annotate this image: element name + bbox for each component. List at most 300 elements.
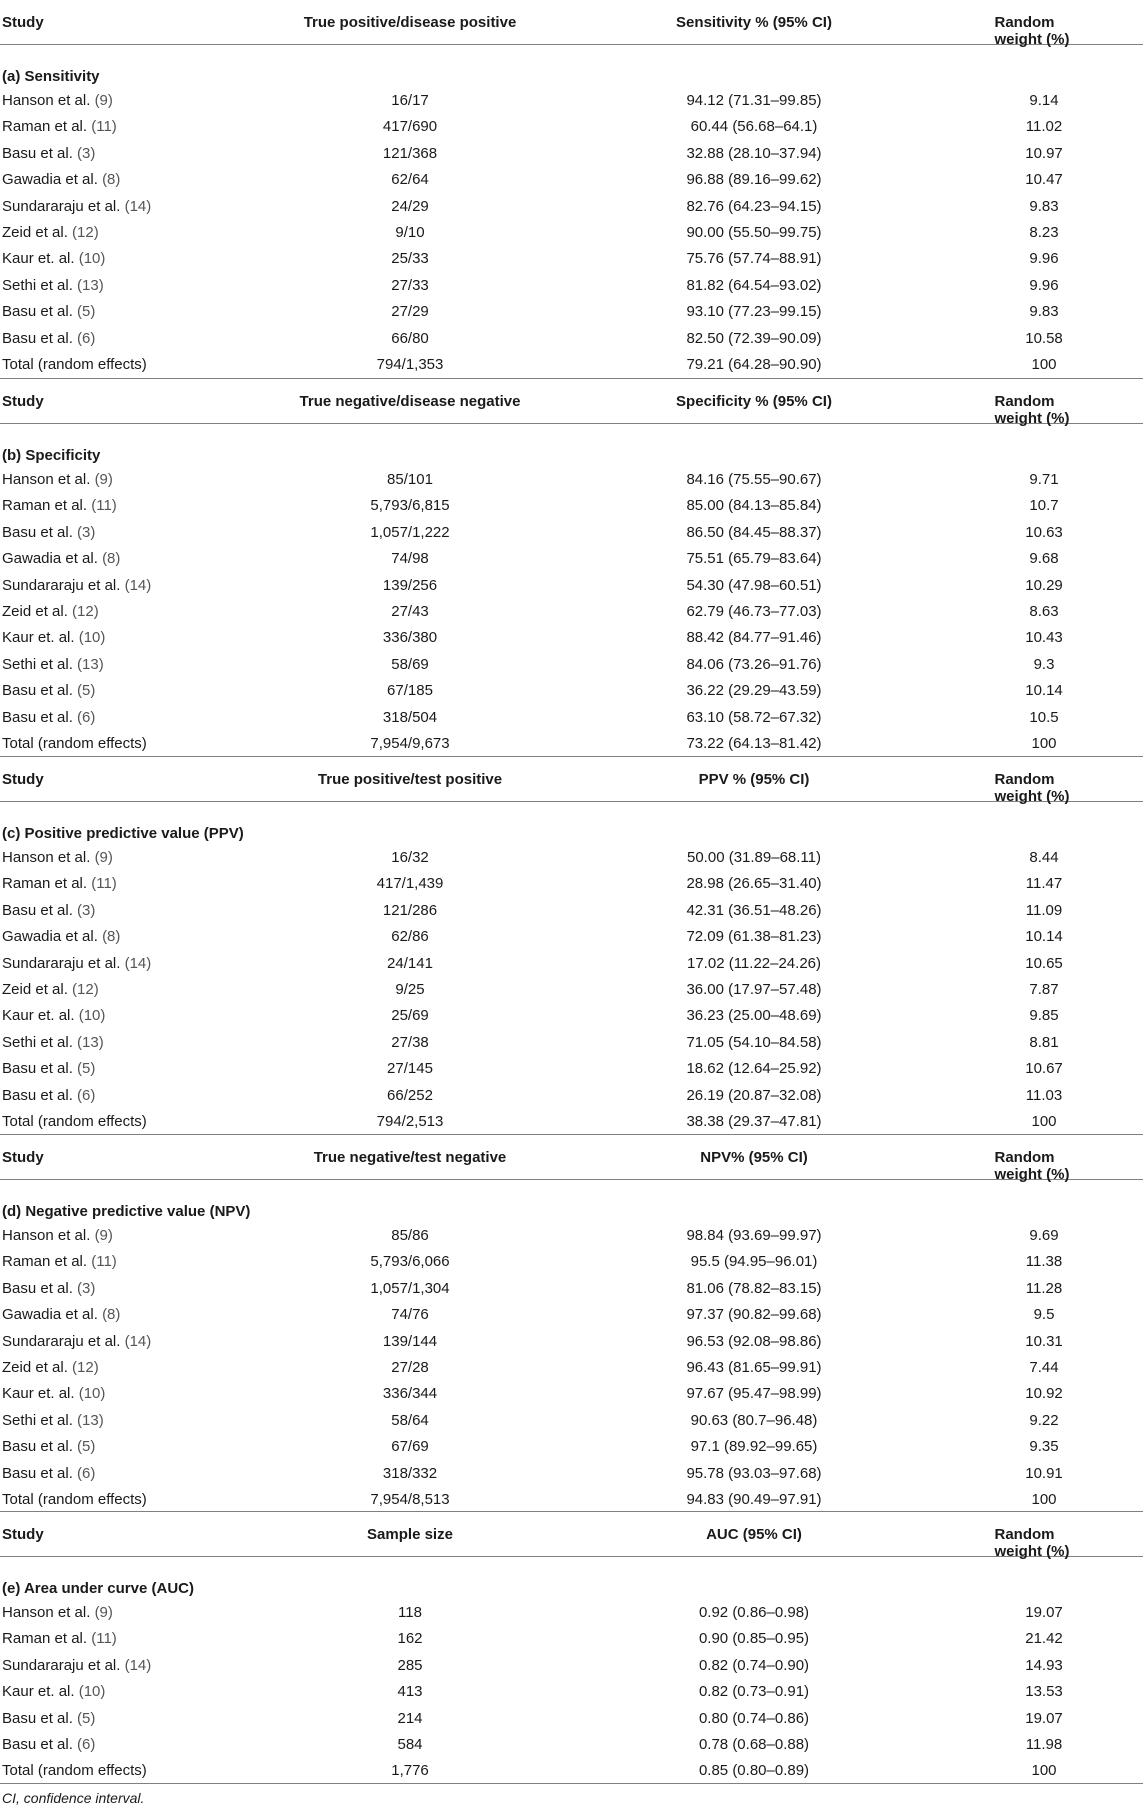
section-npv	[0, 1134, 1143, 1514]
table-row	[0, 1627, 1143, 1653]
estimate-cell: 96.88 (89.16–99.62)	[686, 171, 822, 189]
study-cell	[2, 1359, 99, 1376]
study-reference: (12)	[72, 602, 99, 620]
study-cell	[2, 1491, 147, 1508]
table-row	[0, 1601, 1143, 1627]
estimate-cell: 81.82 (64.54–93.02)	[686, 276, 822, 294]
study-cell	[2, 1710, 95, 1727]
study-reference: (13)	[77, 1033, 104, 1051]
study-name: Basu et al.	[2, 682, 78, 700]
study-reference: (11)	[91, 118, 117, 136]
study-name: Kaur et. al.	[2, 629, 79, 647]
study-name: Kaur et. al.	[2, 250, 79, 268]
estimate-cell: 82.76 (64.23–94.15)	[686, 197, 822, 215]
table-row	[0, 1303, 1143, 1329]
estimate-cell: 50.00 (31.89–68.11)	[687, 849, 821, 866]
study-cell	[2, 1630, 117, 1647]
estimate-cell: 0.90 (0.85–0.95)	[698, 1630, 810, 1648]
weight-cell: 100	[1031, 1490, 1057, 1508]
study-name: Total (random effects)	[2, 355, 147, 373]
section-ppv	[0, 756, 1143, 1136]
table-row	[0, 142, 1143, 168]
ratio-cell: 162	[397, 1630, 423, 1648]
table-row	[0, 846, 1143, 872]
study-name: Basu et al.	[2, 708, 78, 726]
study-name: Basu et al.	[2, 523, 78, 541]
estimate-cell: 93.10 (77.23–99.15)	[686, 303, 822, 321]
study-cell	[2, 1438, 95, 1455]
study-reference: (11)	[91, 875, 117, 893]
ratio-cell: 1,057/1,222	[370, 523, 450, 541]
study-name: Basu et al.	[2, 901, 78, 919]
header-weight: Random weight (%)	[994, 14, 1070, 48]
weight-cell: 9.96	[1029, 276, 1059, 294]
ratio-cell: 1,057/1,304	[370, 1279, 450, 1297]
weight-cell: 100	[1031, 1762, 1057, 1780]
ratio-cell: 1,776	[391, 1762, 429, 1780]
ratio-cell: 62/64	[391, 171, 429, 189]
study-reference: (9)	[94, 1604, 113, 1621]
study-reference: (6)	[77, 1086, 96, 1104]
study-name: Basu et al.	[2, 1709, 78, 1727]
weight-cell: 7.87	[1029, 980, 1059, 998]
study-name: Raman et al.	[2, 118, 92, 136]
header-ratio: True negative/disease negative	[299, 393, 521, 410]
ratio-cell: 58/64	[391, 1411, 429, 1429]
estimate-cell: 94.12 (71.31–99.85)	[686, 92, 822, 109]
section-title	[0, 45, 1143, 89]
ratio-cell: 66/80	[391, 329, 429, 347]
study-cell	[2, 1657, 151, 1674]
study-cell	[2, 1683, 105, 1700]
table-row	[0, 1110, 1143, 1136]
table-row	[0, 952, 1143, 978]
table-row	[0, 468, 1143, 494]
estimate-cell: 86.50 (84.45–88.37)	[686, 523, 822, 541]
study-name: Sundararaju et al.	[2, 1656, 125, 1674]
ratio-cell: 7,954/8,513	[370, 1490, 450, 1508]
header-ratio: True positive/test positive	[317, 771, 503, 788]
estimate-cell: 71.05 (54.10–84.58)	[686, 1033, 822, 1051]
study-reference: (3)	[77, 523, 96, 541]
study-cell	[2, 198, 151, 215]
estimate-cell: 54.30 (47.98–60.51)	[686, 576, 822, 594]
estimate-cell: 75.76 (57.74–88.91)	[686, 250, 822, 268]
study-cell	[2, 524, 95, 541]
study-cell	[2, 1227, 113, 1244]
estimate-cell: 90.63 (80.7–96.48)	[690, 1411, 818, 1429]
estimate-cell: 90.00 (55.50–99.75)	[686, 223, 822, 241]
study-cell	[2, 171, 120, 188]
study-reference: (5)	[77, 1060, 96, 1078]
ratio-cell: 85/101	[387, 471, 433, 488]
study-reference: (12)	[72, 980, 99, 998]
weight-cell: 10.31	[1025, 1332, 1063, 1350]
table-row	[0, 327, 1143, 353]
study-cell	[2, 1465, 95, 1482]
study-reference: (8)	[102, 1306, 121, 1324]
study-cell	[2, 356, 147, 373]
table-row	[0, 1409, 1143, 1435]
estimate-cell: 18.62 (12.64–25.92)	[686, 1060, 822, 1078]
weight-cell: 9.14	[1029, 92, 1059, 109]
estimate-cell: 95.5 (94.95–96.01)	[690, 1253, 818, 1271]
study-reference: (3)	[77, 144, 96, 162]
weight-cell: 8.63	[1029, 602, 1059, 620]
table-row	[0, 679, 1143, 705]
study-name: Basu et al.	[2, 329, 78, 347]
study-name: Gawadia et al.	[2, 171, 103, 189]
header-estimate: Sensitivity % (95% CI)	[676, 14, 832, 31]
table-row	[0, 115, 1143, 141]
ratio-cell: 27/28	[391, 1358, 429, 1376]
study-cell	[2, 709, 95, 726]
ratio-cell: 285	[397, 1656, 423, 1674]
study-reference: (6)	[77, 1735, 96, 1753]
study-name: Sundararaju et al.	[2, 954, 125, 972]
study-name: Raman et al.	[2, 1253, 92, 1271]
study-name: Sundararaju et al.	[2, 197, 125, 215]
weight-cell: 11.09	[1025, 901, 1063, 919]
table-row	[0, 706, 1143, 732]
study-reference: (6)	[77, 708, 96, 726]
study-reference: (9)	[94, 471, 113, 488]
table-row	[0, 1356, 1143, 1382]
estimate-cell: 97.37 (90.82–99.68)	[686, 1306, 822, 1324]
study-cell	[2, 471, 113, 488]
ratio-cell: 214	[397, 1709, 423, 1727]
weight-cell: 14.93	[1025, 1656, 1063, 1674]
ratio-cell: 16/17	[391, 92, 429, 109]
estimate-cell: 0.82 (0.74–0.90)	[698, 1656, 810, 1674]
study-reference: (5)	[77, 1438, 96, 1456]
study-reference: (8)	[102, 171, 121, 189]
study-name: Total (random effects)	[2, 1490, 147, 1508]
weight-cell: 10.7	[1029, 497, 1059, 515]
study-reference: (13)	[77, 1411, 104, 1429]
header-weight: Random weight (%)	[994, 1149, 1070, 1183]
study-reference: (10)	[78, 629, 106, 647]
study-name: Sundararaju et al.	[2, 576, 125, 594]
weight-cell: 9.83	[1029, 197, 1059, 215]
study-name: Basu et al.	[2, 144, 78, 162]
study-reference: (9)	[94, 1227, 113, 1244]
estimate-cell: 0.85 (0.80–0.89)	[698, 1762, 810, 1780]
section-title	[0, 802, 1143, 846]
study-reference: (10)	[78, 1007, 106, 1025]
study-cell	[2, 577, 151, 594]
study-cell	[2, 1060, 95, 1077]
ratio-cell: 27/43	[391, 602, 429, 620]
table-row	[0, 168, 1143, 194]
study-cell	[2, 1087, 95, 1104]
study-name: Zeid et al.	[2, 602, 73, 620]
estimate-cell: 79.21 (64.28–90.90)	[686, 355, 822, 373]
ratio-cell: 118	[398, 1604, 422, 1621]
weight-cell: 10.47	[1025, 171, 1063, 189]
study-cell	[2, 224, 99, 241]
study-name: Basu et al.	[2, 303, 78, 321]
table-bottom-rule	[0, 1783, 1143, 1784]
study-cell	[2, 1306, 120, 1323]
header-estimate: NPV% (95% CI)	[700, 1149, 808, 1166]
table-row	[0, 247, 1143, 273]
study-reference: (6)	[77, 1464, 96, 1482]
study-cell	[2, 497, 117, 514]
section-auc	[0, 1511, 1143, 1786]
study-reference: (5)	[77, 303, 96, 321]
study-reference: (3)	[77, 901, 96, 919]
header-study: Study	[2, 771, 44, 788]
table-row	[0, 1031, 1143, 1057]
study-name: Basu et al.	[2, 1279, 78, 1297]
weight-cell: 7.44	[1029, 1358, 1059, 1376]
study-reference: (13)	[77, 655, 104, 673]
estimate-cell: 0.80 (0.74–0.86)	[698, 1709, 810, 1727]
weight-cell: 11.98	[1025, 1735, 1063, 1753]
ratio-cell: 9/10	[395, 223, 425, 241]
table-row	[0, 1680, 1143, 1706]
study-cell	[2, 682, 95, 699]
header-estimate: AUC (95% CI)	[706, 1526, 802, 1543]
weight-cell: 9.3	[1033, 655, 1055, 673]
ratio-cell: 85/86	[391, 1227, 429, 1244]
weight-cell: 10.58	[1025, 329, 1063, 347]
estimate-cell: 17.02 (11.22–24.26)	[687, 954, 821, 972]
estimate-cell: 38.38 (29.37–47.81)	[686, 1112, 822, 1130]
table-row	[0, 872, 1143, 898]
header-study: Study	[2, 14, 44, 31]
estimate-cell: 72.09 (61.38–81.23)	[686, 928, 822, 946]
estimate-cell: 63.10 (58.72–67.32)	[686, 708, 822, 726]
ratio-cell: 318/332	[382, 1464, 438, 1482]
table-row	[0, 925, 1143, 951]
study-cell	[2, 1412, 104, 1429]
estimate-cell: 98.84 (93.69–99.97)	[686, 1227, 822, 1244]
study-reference: (5)	[77, 682, 96, 700]
ratio-cell: 139/256	[382, 576, 438, 594]
study-cell	[2, 550, 120, 567]
table-row	[0, 732, 1143, 758]
table-row	[0, 494, 1143, 520]
weight-cell: 9.22	[1029, 1411, 1059, 1429]
weight-cell: 19.07	[1025, 1604, 1063, 1621]
ratio-cell: 25/33	[391, 250, 429, 268]
weight-cell: 100	[1031, 1112, 1057, 1130]
study-name: Total (random effects)	[2, 1762, 147, 1780]
header-weight: Random weight (%)	[994, 771, 1070, 805]
study-reference: (14)	[124, 576, 152, 594]
study-name: Basu et al.	[2, 1438, 78, 1456]
estimate-cell: 36.22 (29.29–43.59)	[686, 682, 822, 700]
study-name: Total (random effects)	[2, 734, 147, 752]
ratio-cell: 139/144	[382, 1332, 438, 1350]
table-row	[0, 653, 1143, 679]
ratio-cell: 417/690	[382, 118, 438, 136]
study-cell	[2, 981, 99, 998]
section-title-text: (c) Positive predictive value (PPV)	[2, 825, 244, 842]
estimate-cell: 94.83 (90.49–97.91)	[686, 1490, 822, 1508]
table-row	[0, 547, 1143, 573]
table-row	[0, 89, 1143, 115]
study-reference: (14)	[124, 197, 152, 215]
study-name: Sethi et al.	[2, 1411, 78, 1429]
table-row	[0, 1654, 1143, 1680]
weight-cell: 19.07	[1025, 1709, 1063, 1727]
section-title-text: (b) Specificity	[2, 447, 101, 464]
study-reference: (10)	[78, 1683, 106, 1701]
ratio-cell: 66/252	[387, 1086, 433, 1104]
weight-cell: 9.5	[1033, 1306, 1055, 1324]
table-row	[0, 521, 1143, 547]
ratio-cell: 67/69	[391, 1438, 429, 1456]
table-row	[0, 1084, 1143, 1110]
ratio-cell: 121/286	[382, 901, 438, 919]
study-reference: (14)	[124, 954, 152, 972]
study-cell	[2, 1280, 95, 1297]
header-ratio: True positive/disease positive	[303, 14, 517, 31]
study-cell	[2, 1007, 105, 1024]
estimate-cell: 26.19 (20.87–32.08)	[686, 1086, 822, 1104]
weight-cell: 10.14	[1025, 682, 1063, 700]
weight-cell: 11.47	[1025, 875, 1063, 893]
study-cell	[2, 1604, 113, 1621]
ratio-cell: 74/76	[391, 1306, 429, 1324]
study-name: Zeid et al.	[2, 223, 73, 241]
study-reference: (11)	[91, 1630, 117, 1648]
table-row	[0, 1733, 1143, 1759]
ratio-cell: 27/29	[391, 303, 429, 321]
study-reference: (8)	[102, 550, 121, 568]
study-name: Hanson et al.	[2, 92, 95, 109]
study-cell	[2, 1034, 104, 1051]
study-cell	[2, 250, 105, 267]
table-row	[0, 574, 1143, 600]
weight-cell: 11.03	[1025, 1086, 1063, 1104]
study-name: Hanson et al.	[2, 471, 95, 488]
estimate-cell: 95.78 (93.03–97.68)	[686, 1464, 822, 1482]
study-name: Kaur et. al.	[2, 1683, 79, 1701]
ratio-cell: 5,793/6,066	[370, 1253, 450, 1271]
study-name: Kaur et. al.	[2, 1007, 79, 1025]
table-row	[0, 221, 1143, 247]
ratio-cell: 121/368	[382, 144, 438, 162]
table-row	[0, 1462, 1143, 1488]
estimate-cell: 88.42 (84.77–91.46)	[686, 629, 822, 647]
study-reference: (12)	[72, 1358, 99, 1376]
estimate-cell: 84.06 (73.26–91.76)	[686, 655, 822, 673]
estimate-cell: 32.88 (28.10–37.94)	[686, 144, 822, 162]
study-reference: (11)	[91, 497, 117, 515]
weight-cell: 10.65	[1025, 954, 1063, 972]
header-estimate: PPV % (95% CI)	[698, 771, 810, 788]
table-row	[0, 1759, 1143, 1785]
study-reference: (13)	[77, 276, 104, 294]
study-reference: (12)	[72, 223, 99, 241]
ratio-cell: 27/145	[387, 1060, 433, 1078]
weight-cell: 100	[1031, 734, 1057, 752]
study-reference: (10)	[78, 1385, 106, 1403]
study-name: Gawadia et al.	[2, 1306, 103, 1324]
study-name: Hanson et al.	[2, 849, 95, 866]
weight-cell: 10.91	[1025, 1464, 1063, 1482]
header-row	[0, 0, 1143, 48]
study-cell	[2, 330, 95, 347]
weight-cell: 8.44	[1029, 849, 1059, 866]
study-name: Raman et al.	[2, 875, 92, 893]
section-title-text: (a) Sensitivity	[2, 68, 100, 85]
ratio-cell: 27/38	[391, 1033, 429, 1051]
table-row	[0, 626, 1143, 652]
ratio-cell: 5,793/6,815	[370, 497, 450, 515]
study-reference: (11)	[91, 1253, 117, 1271]
study-cell	[2, 145, 95, 162]
study-cell	[2, 735, 147, 752]
estimate-cell: 36.23 (25.00–48.69)	[686, 1007, 822, 1025]
study-reference: (9)	[94, 92, 113, 109]
study-name: Gawadia et al.	[2, 550, 103, 568]
study-cell	[2, 1333, 151, 1350]
weight-cell: 11.38	[1025, 1253, 1063, 1271]
study-cell	[2, 902, 95, 919]
table-row	[0, 353, 1143, 379]
study-cell	[2, 656, 104, 673]
table-row	[0, 1382, 1143, 1408]
table-row	[0, 1330, 1143, 1356]
weight-cell: 9.68	[1029, 550, 1059, 568]
table-row	[0, 274, 1143, 300]
table-row	[0, 1435, 1143, 1461]
study-name: Basu et al.	[2, 1060, 78, 1078]
ratio-cell: 24/141	[387, 954, 433, 972]
weight-cell: 10.5	[1029, 708, 1059, 726]
header-ratio: Sample size	[367, 1526, 453, 1543]
study-name: Basu et al.	[2, 1735, 78, 1753]
table-row	[0, 195, 1143, 221]
estimate-cell: 81.06 (78.82–83.15)	[686, 1279, 822, 1297]
study-name: Zeid et al.	[2, 980, 73, 998]
weight-cell: 9.35	[1029, 1438, 1059, 1456]
weight-cell: 10.43	[1025, 629, 1063, 647]
table-row	[0, 1277, 1143, 1303]
header-row	[0, 756, 1143, 805]
study-reference: (14)	[124, 1332, 152, 1350]
weight-cell: 13.53	[1025, 1683, 1063, 1701]
estimate-cell: 84.16 (75.55–90.67)	[686, 471, 822, 488]
ratio-cell: 794/1,353	[376, 355, 444, 373]
ratio-cell: 794/2,513	[376, 1112, 444, 1130]
table-row	[0, 1004, 1143, 1030]
ratio-cell: 7,954/9,673	[370, 734, 450, 752]
section-specificity	[0, 378, 1143, 758]
study-reference: (3)	[77, 1279, 96, 1297]
study-name: Basu et al.	[2, 1464, 78, 1482]
estimate-cell: 75.51 (65.79–83.64)	[686, 550, 822, 568]
ratio-cell: 9/25	[395, 980, 425, 998]
weight-cell: 10.14	[1025, 928, 1063, 946]
weight-cell: 21.42	[1025, 1630, 1063, 1648]
study-cell	[2, 118, 117, 135]
table-row	[0, 978, 1143, 1004]
header-weight: Random weight (%)	[994, 393, 1070, 427]
estimate-cell: 36.00 (17.97–57.48)	[686, 980, 822, 998]
ratio-cell: 24/29	[391, 197, 429, 215]
header-ratio: True negative/test negative	[313, 1149, 507, 1166]
header-study: Study	[2, 1149, 44, 1166]
study-cell	[2, 277, 104, 294]
estimate-cell: 0.82 (0.73–0.91)	[698, 1683, 810, 1701]
weight-cell: 9.69	[1029, 1227, 1059, 1244]
